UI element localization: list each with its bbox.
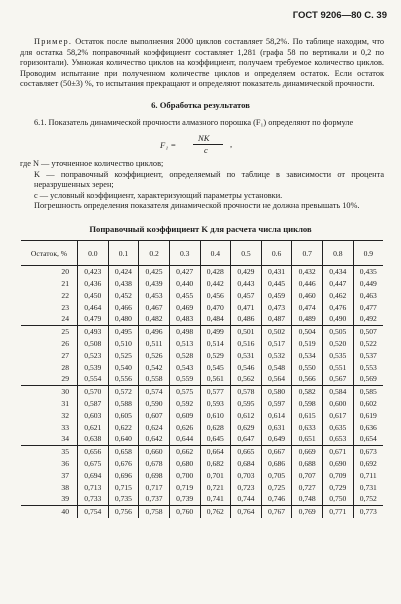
table-row (21, 350, 383, 362)
coef-cell: 0,535 (323, 350, 354, 362)
coef-cell: 0,479 (78, 313, 109, 325)
row-remainder-cell: 39 (21, 493, 78, 505)
col-header: 0.3 (169, 241, 200, 266)
col-header: 0.2 (139, 241, 170, 266)
page-header: ГОСТ 9206—80 С. 39 (292, 10, 387, 21)
coef-cell: 0,767 (261, 505, 292, 517)
table-row (21, 301, 383, 313)
coef-cell: 0,513 (169, 338, 200, 350)
coef-cell: 0,505 (323, 325, 354, 337)
coef-cell: 0,438 (108, 278, 139, 290)
coef-cell: 0,715 (108, 481, 139, 493)
coef-cell: 0,762 (200, 505, 231, 517)
coef-cell: 0,501 (231, 325, 262, 337)
coef-cell: 0,531 (231, 350, 262, 362)
coef-cell: 0,439 (139, 278, 170, 290)
col-header: 0.7 (292, 241, 323, 266)
coef-cell: 0,709 (323, 470, 354, 482)
coef-cell: 0,684 (231, 458, 262, 470)
coef-cell: 0,614 (261, 410, 292, 422)
table-row (21, 493, 383, 505)
coef-cell: 0,698 (139, 470, 170, 482)
coef-cell: 0,453 (139, 290, 170, 302)
coef-cell: 0,756 (108, 505, 139, 517)
coef-cell: 0,619 (353, 410, 383, 422)
coef-cell: 0,713 (78, 481, 109, 493)
coef-cell: 0,607 (139, 410, 170, 422)
coef-cell: 0,553 (353, 361, 383, 373)
coef-cell: 0,480 (108, 313, 139, 325)
coef-cell: 0,469 (169, 301, 200, 313)
coef-cell: 0,546 (231, 361, 262, 373)
coef-cell: 0,746 (261, 493, 292, 505)
coef-cell: 0,665 (231, 445, 262, 457)
table-row (21, 470, 383, 482)
coef-cell: 0,654 (353, 433, 383, 445)
coef-cell: 0,664 (200, 445, 231, 457)
fraction-bar (193, 144, 223, 145)
formula-denominator: c (204, 145, 208, 155)
table-row (21, 398, 383, 410)
coef-cell: 0,424 (108, 266, 139, 278)
table-row (21, 313, 383, 325)
coef-cell: 0,680 (169, 458, 200, 470)
coef-cell: 0,564 (261, 373, 292, 385)
coef-cell: 0,467 (139, 301, 170, 313)
coef-cell: 0,428 (200, 266, 231, 278)
coef-cell: 0,769 (292, 505, 323, 517)
table-row (21, 445, 383, 457)
coef-cell: 0,635 (323, 421, 354, 433)
coef-cell: 0,609 (169, 410, 200, 422)
col-header: 0.4 (200, 241, 231, 266)
coef-cell: 0,582 (292, 385, 323, 397)
formula-tail: , (230, 139, 233, 149)
coef-cell: 0,721 (200, 481, 231, 493)
coef-cell: 0,502 (261, 325, 292, 337)
coef-cell: 0,476 (323, 301, 354, 313)
coef-cell: 0,466 (108, 301, 139, 313)
coef-cell: 0,522 (353, 338, 383, 350)
coef-cell: 0,427 (169, 266, 200, 278)
coef-cell: 0,447 (323, 278, 354, 290)
coef-cell: 0,629 (231, 421, 262, 433)
coef-cell: 0,760 (169, 505, 200, 517)
where-line-c: c — условный коэффициент, характеризующий параметры установки. (34, 190, 283, 200)
coef-cell: 0,529 (200, 350, 231, 362)
col-header: 0.6 (261, 241, 292, 266)
coef-cell: 0,487 (261, 313, 292, 325)
coef-cell: 0,638 (78, 433, 109, 445)
table-row (21, 421, 383, 433)
coef-cell: 0,658 (108, 445, 139, 457)
table-row (21, 325, 383, 337)
coef-cell: 0,569 (353, 373, 383, 385)
coef-cell: 0,727 (292, 481, 323, 493)
row-remainder-cell: 29 (21, 373, 78, 385)
row-remainder-cell: 31 (61, 399, 69, 409)
coef-cell: 0,496 (139, 325, 170, 337)
coef-cell: 0,600 (323, 398, 354, 410)
coef-cell: 0,443 (231, 278, 262, 290)
coef-cell: 0,707 (292, 470, 323, 482)
coef-cell: 0,482 (139, 313, 170, 325)
table-row (21, 278, 383, 290)
table-row (21, 385, 383, 397)
coef-cell: 0,628 (200, 421, 231, 433)
coef-cell: 0,682 (200, 458, 231, 470)
coef-cell: 0,462 (323, 290, 354, 302)
row-remainder-cell: 23 (61, 302, 69, 312)
coef-cell: 0,737 (139, 493, 170, 505)
coef-cell: 0,486 (231, 313, 262, 325)
coef-cell: 0,636 (353, 421, 383, 433)
coef-cell: 0,688 (292, 458, 323, 470)
coef-cell: 0,516 (231, 338, 262, 350)
coef-cell: 0,700 (169, 470, 200, 482)
coef-cell: 0,528 (169, 350, 200, 362)
coef-cell: 0,499 (200, 325, 231, 337)
coef-cell: 0,519 (292, 338, 323, 350)
coef-cell: 0,711 (353, 470, 383, 482)
coef-cell: 0,542 (139, 361, 170, 373)
row-remainder-cell: 24 (21, 313, 78, 325)
coef-cell: 0,446 (292, 278, 323, 290)
coef-cell: 0,690 (323, 458, 354, 470)
coef-cell: 0,717 (139, 481, 170, 493)
coef-cell: 0,656 (78, 445, 109, 457)
coef-cell: 0,493 (78, 325, 109, 337)
coef-cell: 0,651 (292, 433, 323, 445)
table-row (21, 505, 383, 517)
coef-cell: 0,701 (200, 470, 231, 482)
coef-cell: 0,432 (292, 266, 323, 278)
coef-cell: 0,455 (169, 290, 200, 302)
coef-cell: 0,435 (353, 266, 383, 278)
coef-cell: 0,758 (139, 505, 170, 517)
coef-cell: 0,504 (292, 325, 323, 337)
coef-cell: 0,567 (323, 373, 354, 385)
formula-lhs: F₁ = (160, 140, 177, 150)
row-remainder-cell: 30 (61, 387, 69, 397)
coef-cell: 0,578 (231, 385, 262, 397)
row-remainder-cell: 32 (61, 410, 69, 420)
coef-cell: 0,520 (323, 338, 354, 350)
coef-cell: 0,660 (139, 445, 170, 457)
col-header-remainder: Остаток, % (21, 241, 78, 266)
section-title: 6. Обработка результатов (151, 100, 250, 110)
coef-cell: 0,471 (231, 301, 262, 313)
coef-cell: 0,551 (323, 361, 354, 373)
table-row (21, 361, 383, 373)
coef-cell: 0,597 (261, 398, 292, 410)
coef-cell: 0,434 (323, 266, 354, 278)
row-remainder-cell: 40 (61, 507, 69, 517)
table-row (21, 410, 383, 422)
coef-cell: 0,644 (169, 433, 200, 445)
col-header: 0.5 (231, 241, 262, 266)
coef-cell: 0,610 (200, 410, 231, 422)
col-header: 0.8 (323, 241, 354, 266)
coef-cell: 0,570 (78, 385, 109, 397)
coef-cell: 0,642 (139, 433, 170, 445)
coef-cell: 0,543 (169, 361, 200, 373)
coef-cell: 0,725 (261, 481, 292, 493)
coef-cell: 0,477 (353, 301, 383, 313)
coef-cell: 0,719 (169, 481, 200, 493)
coef-cell: 0,673 (353, 445, 383, 457)
table-row (21, 266, 383, 278)
coef-cell: 0,526 (139, 350, 170, 362)
coef-cell: 0,489 (292, 313, 323, 325)
coef-cell: 0,667 (261, 445, 292, 457)
coef-cell: 0,587 (78, 398, 109, 410)
coef-cell: 0,574 (139, 385, 170, 397)
coef-cell: 0,484 (200, 313, 231, 325)
table-row (21, 338, 383, 350)
coef-cell: 0,511 (139, 338, 170, 350)
coef-cell: 0,577 (200, 385, 231, 397)
coef-cell: 0,572 (108, 385, 139, 397)
coef-cell: 0,678 (139, 458, 170, 470)
error-note: Погрешность определения показателя динамической прочности не должна превышать 10%. (34, 201, 360, 211)
row-remainder-cell: 38 (61, 482, 69, 492)
coef-cell: 0,771 (323, 505, 354, 517)
coef-cell: 0,545 (200, 361, 231, 373)
coef-cell: 0,676 (108, 458, 139, 470)
where-line-n: где N — уточненное количество циклов; (20, 159, 164, 168)
coef-cell: 0,558 (139, 373, 170, 385)
example-paragraph (20, 37, 384, 90)
coef-cell: 0,460 (292, 290, 323, 302)
formula-numerator: NK (198, 133, 210, 143)
coef-cell: 0,423 (78, 266, 109, 278)
coef-cell: 0,617 (323, 410, 354, 422)
row-remainder-cell: 34 (21, 433, 78, 445)
table-row (21, 290, 383, 302)
coef-cell: 0,647 (231, 433, 262, 445)
coef-cell: 0,464 (78, 301, 109, 313)
coef-cell: 0,602 (353, 398, 383, 410)
paragraph-6-1 (20, 118, 384, 129)
coef-cell: 0,773 (353, 505, 383, 517)
coef-cell: 0,590 (139, 398, 170, 410)
coef-cell: 0,507 (353, 325, 383, 337)
p61-text: 6.1. Показатель динамической прочности алмазного порошка (F₁) определяют по формуле (34, 118, 354, 127)
coef-cell: 0,508 (78, 338, 109, 350)
coef-cell: 0,752 (353, 493, 383, 505)
coef-cell: 0,653 (323, 433, 354, 445)
coef-cell: 0,686 (261, 458, 292, 470)
example-text: Остаток после выполнения 2000 циклов составляет 58,2%. По таблице находим, что для остатка 58,2% поправочный коэффициент составляет 1,281 (графа 58 по вертикали и 0,2 по горизонтали). Умножая количество циклов на коэффициент, получаем требуемое количество циклов. Проводим испытание при полученном количестве циклов и определяем остаток. Если остаток составляет (50±3) %, то испытания прекращают и определяют показатель динамической прочности. (20, 37, 384, 89)
table-title: Поправочный коэффициент K для расчета числа циклов (89, 224, 312, 234)
coef-cell: 0,492 (353, 313, 383, 325)
formula (160, 133, 280, 157)
coef-cell: 0,754 (78, 505, 109, 517)
coef-cell: 0,534 (292, 350, 323, 362)
coef-cell: 0,741 (200, 493, 231, 505)
coef-cell: 0,436 (78, 278, 109, 290)
coef-cell: 0,588 (108, 398, 139, 410)
coef-cell: 0,622 (108, 421, 139, 433)
coef-cell: 0,470 (200, 301, 231, 313)
row-remainder-cell: 21 (61, 279, 69, 289)
coef-cell: 0,445 (261, 278, 292, 290)
coef-cell: 0,662 (169, 445, 200, 457)
coef-cell: 0,640 (108, 433, 139, 445)
where-line-k: K — поправочный коэффициент, определяемый по таблице в зависимости от процента неразрушенных зерен; (34, 169, 384, 190)
col-header: 0.9 (353, 241, 383, 266)
coef-cell: 0,731 (353, 481, 383, 493)
coef-cell: 0,585 (353, 385, 383, 397)
coef-cell: 0,525 (108, 350, 139, 362)
coef-cell: 0,562 (231, 373, 262, 385)
row-remainder-cell: 25 (61, 327, 69, 337)
table-row (21, 458, 383, 470)
coef-cell: 0,739 (169, 493, 200, 505)
coef-cell: 0,621 (78, 421, 109, 433)
coef-cell: 0,705 (261, 470, 292, 482)
coefficient-table (21, 240, 383, 518)
coef-cell: 0,575 (169, 385, 200, 397)
coef-cell: 0,532 (261, 350, 292, 362)
coef-cell: 0,474 (292, 301, 323, 313)
coef-cell: 0,510 (108, 338, 139, 350)
coef-cell: 0,595 (231, 398, 262, 410)
coef-cell: 0,649 (261, 433, 292, 445)
coef-cell: 0,473 (261, 301, 292, 313)
col-header: 0.1 (108, 241, 139, 266)
coef-cell: 0,584 (323, 385, 354, 397)
coef-cell: 0,598 (292, 398, 323, 410)
coef-cell: 0,744 (231, 493, 262, 505)
coef-cell: 0,483 (169, 313, 200, 325)
coef-cell: 0,456 (200, 290, 231, 302)
coef-cell: 0,593 (200, 398, 231, 410)
row-remainder-cell: 20 (61, 267, 69, 277)
col-header: 0.0 (78, 241, 109, 266)
coef-cell: 0,559 (169, 373, 200, 385)
row-remainder-cell: 22 (61, 290, 69, 300)
coef-cell: 0,703 (231, 470, 262, 482)
row-remainder-cell: 35 (61, 447, 69, 457)
row-remainder-cell: 28 (61, 362, 69, 372)
coef-cell: 0,490 (323, 313, 354, 325)
table-row (21, 373, 383, 385)
coef-cell: 0,514 (200, 338, 231, 350)
coef-cell: 0,671 (323, 445, 354, 457)
coef-cell: 0,457 (231, 290, 262, 302)
coef-cell: 0,548 (261, 361, 292, 373)
coef-cell: 0,556 (108, 373, 139, 385)
coef-cell: 0,626 (169, 421, 200, 433)
coef-cell: 0,592 (169, 398, 200, 410)
table-row (21, 481, 383, 493)
coef-cell: 0,723 (231, 481, 262, 493)
coef-cell: 0,431 (261, 266, 292, 278)
coef-cell: 0,554 (78, 373, 109, 385)
table-row (21, 433, 383, 445)
example-lead: Пример. (34, 37, 73, 46)
coef-cell: 0,631 (261, 421, 292, 433)
coef-cell: 0,561 (200, 373, 231, 385)
row-remainder-cell: 33 (61, 422, 69, 432)
row-remainder-cell: 36 (61, 459, 69, 468)
table-header-row (21, 241, 383, 266)
coef-cell: 0,669 (292, 445, 323, 457)
coef-cell: 0,645 (200, 433, 231, 445)
where-block (20, 159, 384, 212)
coef-cell: 0,540 (108, 361, 139, 373)
coef-cell: 0,440 (169, 278, 200, 290)
coef-cell: 0,735 (108, 493, 139, 505)
coef-cell: 0,748 (292, 493, 323, 505)
coef-cell: 0,463 (353, 290, 383, 302)
coef-cell: 0,603 (78, 410, 109, 422)
row-remainder-cell: 26 (61, 339, 69, 349)
coef-cell: 0,537 (353, 350, 383, 362)
coef-cell: 0,750 (323, 493, 354, 505)
coef-cell: 0,523 (78, 350, 109, 362)
coef-cell: 0,442 (200, 278, 231, 290)
coef-cell: 0,675 (78, 458, 109, 470)
coef-cell: 0,633 (292, 421, 323, 433)
coef-cell: 0,692 (353, 458, 383, 470)
coef-cell: 0,580 (261, 385, 292, 397)
coef-cell: 0,498 (169, 325, 200, 337)
coef-cell: 0,605 (108, 410, 139, 422)
coef-cell: 0,425 (139, 266, 170, 278)
coef-cell: 0,729 (323, 481, 354, 493)
coef-cell: 0,517 (261, 338, 292, 350)
coef-cell: 0,452 (108, 290, 139, 302)
coef-cell: 0,696 (108, 470, 139, 482)
coef-cell: 0,539 (78, 361, 109, 373)
coef-cell: 0,459 (261, 290, 292, 302)
coef-cell: 0,733 (78, 493, 109, 505)
coef-cell: 0,694 (78, 470, 109, 482)
coef-cell: 0,449 (353, 278, 383, 290)
coef-cell: 0,550 (292, 361, 323, 373)
coef-cell: 0,615 (292, 410, 323, 422)
coef-cell: 0,624 (139, 421, 170, 433)
coef-cell: 0,495 (108, 325, 139, 337)
coef-cell: 0,566 (292, 373, 323, 385)
coef-cell: 0,764 (231, 505, 262, 517)
coef-cell: 0,429 (231, 266, 262, 278)
row-remainder-cell: 27 (61, 350, 69, 360)
row-remainder-cell: 37 (61, 470, 69, 480)
coef-cell: 0,612 (231, 410, 262, 422)
coef-cell: 0,450 (78, 290, 109, 302)
